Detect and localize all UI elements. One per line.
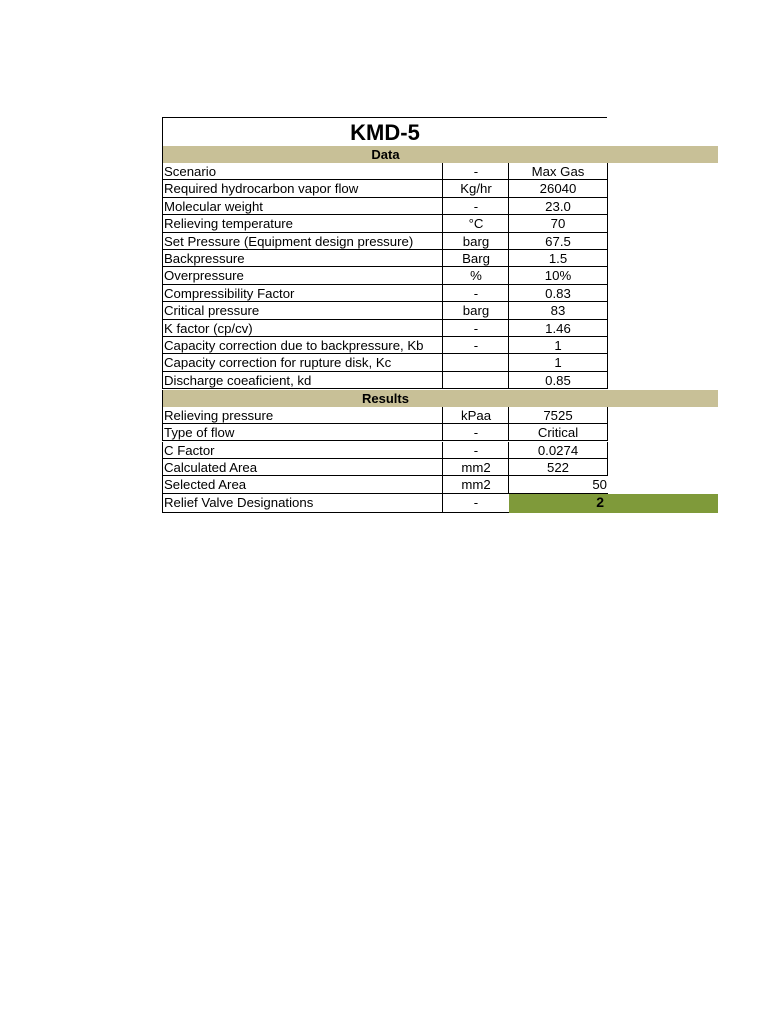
row-label: Required hydrocarbon vapor flow [162, 180, 443, 197]
row-unit [442, 354, 509, 371]
results-section-label: Results [362, 390, 409, 406]
row-label: Compressibility Factor [162, 285, 443, 302]
table-row [162, 494, 718, 513]
table-row [162, 442, 718, 459]
table-row [162, 267, 718, 284]
row-value: 7525 [508, 407, 608, 424]
row-value: 70 [508, 215, 608, 232]
row-label: Type of flow [162, 424, 443, 441]
table-row [162, 320, 718, 337]
results-section-header [162, 390, 718, 407]
row-label: Capacity correction for rupture disk, Kc [162, 354, 443, 371]
row-value: 1.5 [508, 250, 608, 267]
row-label: Relieving pressure [162, 407, 443, 424]
table-row [162, 424, 718, 441]
row-unit: - [442, 424, 509, 441]
row-value: 23.0 [508, 198, 608, 215]
row-value: 2 [596, 493, 604, 510]
row-unit: kPaa [442, 407, 509, 424]
table-row [162, 459, 718, 476]
sheet-title: KMD-5 [162, 117, 607, 146]
row-value: 10% [508, 267, 608, 284]
row-unit: mm2 [442, 476, 509, 493]
table-row [162, 180, 718, 197]
row-label: K factor (cp/cv) [162, 320, 443, 337]
row-label: Calculated Area [162, 459, 443, 476]
row-unit: Kg/hr [442, 180, 509, 197]
table-row [162, 407, 718, 424]
row-unit: - [442, 320, 509, 337]
row-value: 1 [508, 354, 608, 371]
row-value: 0.85 [508, 372, 608, 389]
table-row [162, 163, 718, 180]
row-value: 83 [508, 302, 608, 319]
row-label: Molecular weight [162, 198, 443, 215]
row-unit: barg [442, 233, 509, 250]
row-value: 67.5 [508, 233, 608, 250]
row-label: C Factor [162, 442, 443, 459]
row-value: 0.0274 [508, 442, 608, 459]
row-label: Relieving temperature [162, 215, 443, 232]
row-unit: - [442, 163, 509, 180]
table-row [162, 476, 718, 493]
table-row [162, 354, 718, 371]
row-unit: - [442, 198, 509, 215]
row-label: Scenario [162, 163, 443, 180]
data-section-label: Data [371, 147, 400, 162]
row-unit: barg [442, 302, 509, 319]
row-value: 50 [592, 477, 607, 493]
row-unit: - [442, 494, 509, 513]
row-value: 0.83 [508, 285, 608, 302]
row-label: Backpressure [162, 250, 443, 267]
table-row [162, 302, 718, 319]
row-value: Critical [508, 424, 608, 441]
row-value: 26040 [508, 180, 608, 197]
row-label: Discharge coeaficient, kd [162, 372, 443, 389]
table-row [162, 215, 718, 232]
row-unit [442, 372, 509, 389]
row-unit: - [442, 285, 509, 302]
row-value: 1 [508, 337, 608, 354]
data-section-header [162, 146, 718, 163]
row-unit: Barg [442, 250, 509, 267]
table-row [162, 337, 718, 354]
row-unit: % [442, 267, 509, 284]
row-unit: - [442, 442, 509, 459]
row-label: Set Pressure (Equipment design pressure) [162, 233, 443, 250]
row-unit: - [442, 337, 509, 354]
row-value: Max Gas [508, 163, 608, 180]
row-label: Capacity correction due to backpressure, Kb [162, 337, 443, 354]
row-unit: °C [442, 215, 509, 232]
row-value: 1.46 [508, 320, 608, 337]
table-row [162, 285, 718, 302]
table-row [162, 198, 718, 215]
row-label: Selected Area [162, 476, 443, 493]
table-row [162, 233, 718, 250]
table-row [162, 372, 718, 389]
table-row [162, 250, 718, 267]
row-unit: mm2 [442, 459, 509, 476]
row-value: 522 [508, 459, 608, 476]
row-label: Relief Valve Designations [162, 494, 443, 513]
row-label: Overpressure [162, 267, 443, 284]
row-label: Critical pressure [162, 302, 443, 319]
